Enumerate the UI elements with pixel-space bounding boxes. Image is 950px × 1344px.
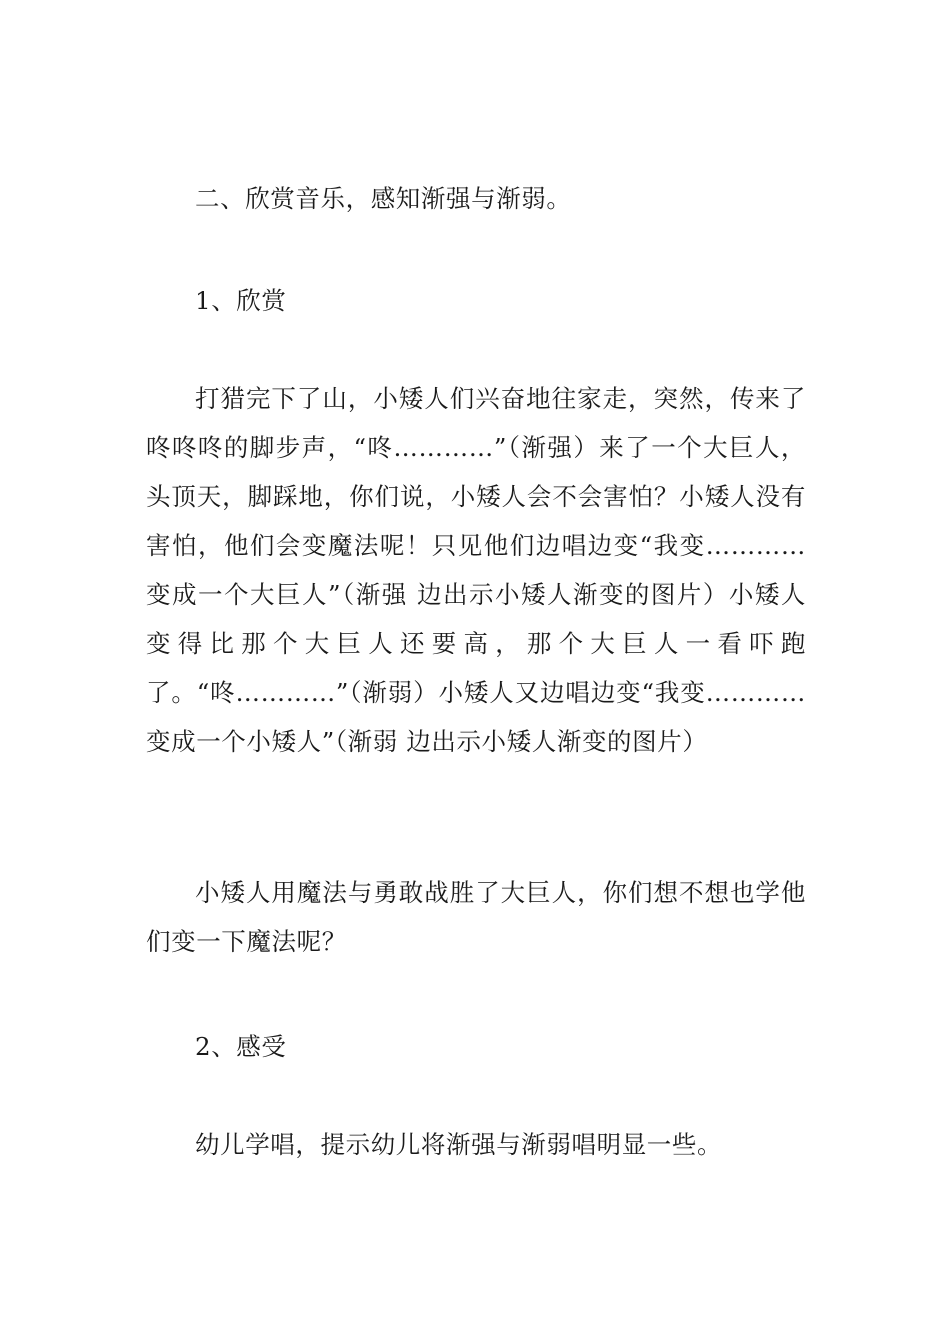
instruction-paragraph: 幼儿学唱，提示幼儿将渐强与渐弱唱明显一些。 [195, 1130, 723, 1159]
question-paragraph: 小矮人用魔法与勇敢战胜了大巨人，你们想不想也学他们变一下魔法呢？ [146, 878, 806, 956]
subsection-heading-feel: 2、感受 [195, 1032, 287, 1061]
subsection-heading-appreciate: 1、欣赏 [195, 286, 287, 315]
story-paragraph: 打猎完下了山，小矮人们兴奋地往家走，突然，传来了咚咚咚的脚步声，“咚…………”（渐强）来了一个大巨人，头顶天，脚踩地，你们说，小矮人会不会害怕？小矮人没有害怕，他们会变魔法呢！只见他们边唱边变“我变…………变成一个大巨人”（渐强 边出示小矮人渐变的图片）小矮人变得比那个大巨人还要高，那个大巨人一看吓跑了。“咚…………”（渐弱）小矮人又边唱边变“我变…………变成一个小矮人”（渐弱 边出示小矮人渐变的图片） [146, 384, 806, 756]
section-heading: 二、欣赏音乐，感知渐强与渐弱。 [195, 184, 572, 213]
